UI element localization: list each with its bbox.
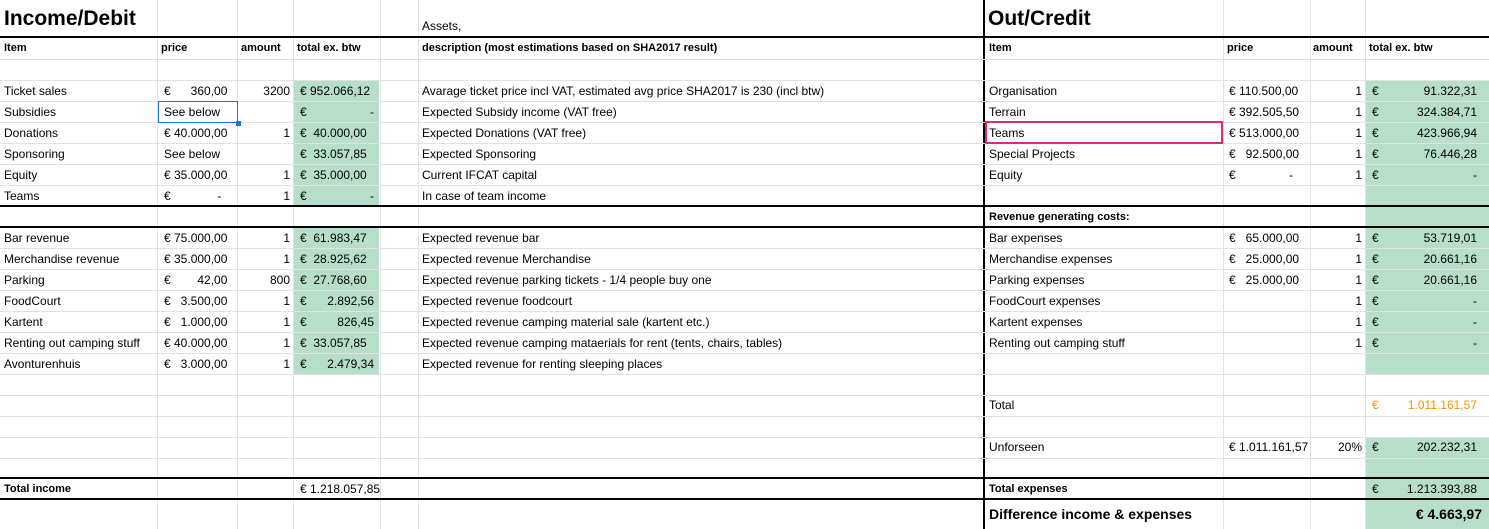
expense-header-amount[interactable]: amount [1313, 42, 1353, 54]
income-description[interactable]: Avarage ticket price incl VAT, estimated avg price SHA2017 is 230 (incl btw) [422, 84, 825, 98]
income-amount[interactable]: 1 [283, 126, 290, 140]
unforseen-percent[interactable]: 20% [1337, 440, 1362, 454]
income-total-value[interactable] [312, 81, 374, 101]
expense-item[interactable]: Equity [989, 168, 1023, 182]
income-price[interactable]: € 42,00 [164, 273, 228, 287]
expense-total-value[interactable]: 1.011.161,57 [1407, 398, 1477, 412]
expense-value[interactable]: - [1473, 336, 1477, 350]
selected-cell-subsidies-price[interactable] [158, 101, 238, 123]
income-header-amount[interactable]: amount [241, 42, 281, 54]
income-total-label[interactable]: Total income [4, 483, 72, 495]
income-description[interactable]: Expected revenue Merchandise [422, 252, 591, 266]
difference-value[interactable]: € 4.663,97 [1415, 506, 1482, 522]
expense-item[interactable]: Teams [989, 126, 1025, 140]
income-item[interactable]: Renting out camping stuff [4, 336, 140, 350]
income-header-item[interactable]: Item [4, 42, 27, 54]
expense-price[interactable]: € 392.505,50 [1229, 105, 1300, 119]
income-item[interactable]: Kartent [4, 315, 43, 329]
income-total-value[interactable] [312, 228, 374, 248]
expense-value[interactable]: 20.661,16 [1423, 252, 1477, 266]
unforseen-value[interactable]: 202.232,31 [1416, 440, 1477, 454]
expense-item[interactable]: Kartent expenses [989, 315, 1083, 329]
expense-value[interactable]: 91.322,31 [1423, 84, 1477, 98]
income-description[interactable]: Expected Subsidy income (VAT free) [422, 105, 617, 119]
income-item[interactable]: Bar revenue [4, 231, 70, 245]
expense-currency[interactable]: € [1372, 294, 1379, 308]
expense-value[interactable]: 423.966,94 [1416, 126, 1477, 140]
income-total-currency[interactable]: € [300, 189, 307, 203]
income-total-value[interactable]: 2.892,56 [327, 294, 374, 308]
expense-total-currency[interactable]: € [1372, 398, 1379, 412]
expense-value[interactable]: - [1473, 294, 1477, 308]
income-total-currency[interactable]: € [300, 294, 307, 308]
income-total-currency[interactable]: € 61.983,47 [300, 231, 367, 245]
unforseen-currency[interactable]: € [1372, 440, 1379, 454]
income-total-value[interactable]: - [370, 189, 374, 203]
income-price[interactable]: € 40.000,00 [164, 336, 228, 350]
income-amount[interactable]: 1 [283, 294, 290, 308]
income-item[interactable]: Ticket sales [4, 84, 67, 98]
income-price[interactable]: € 3.000,00 [164, 357, 228, 371]
expense-item[interactable]: Special Projects [989, 147, 1076, 161]
expenses-title[interactable]: Out/Credit [988, 7, 1091, 30]
income-description[interactable]: Expected revenue for renting sleeping places [422, 357, 663, 371]
income-total-value[interactable] [312, 165, 374, 185]
expense-header-price[interactable]: price [1227, 42, 1254, 54]
expense-currency[interactable]: € [1372, 168, 1379, 182]
income-total-currency[interactable]: € [300, 357, 307, 371]
expense-price[interactable]: € 513.000,00 [1229, 126, 1300, 140]
income-amount[interactable] [238, 144, 290, 164]
income-item[interactable]: Parking [4, 273, 45, 287]
income-description[interactable]: Expected revenue foodcourt [422, 294, 573, 308]
income-price[interactable]: See below [164, 105, 221, 119]
assets-label[interactable]: Assets, [422, 19, 462, 33]
expense-currency[interactable]: € [1372, 147, 1379, 161]
expense-item[interactable]: Terrain [989, 105, 1026, 119]
income-total-value[interactable] [312, 270, 374, 290]
income-price[interactable]: € 360,00 [164, 84, 228, 98]
income-price[interactable]: € 35.000,00 [164, 168, 228, 182]
expense-currency[interactable]: € [1372, 336, 1379, 350]
expense-total-label[interactable]: Total [989, 398, 1015, 412]
income-amount[interactable]: 1 [283, 189, 290, 203]
income-total-currency[interactable]: € 27.768,60 [300, 273, 367, 287]
income-total-currency[interactable]: € 28.925,62 [300, 252, 367, 266]
expense-price[interactable]: € 65.000,00 [1229, 231, 1300, 245]
income-header-price[interactable]: price [161, 42, 188, 54]
income-header-description[interactable]: description (most estimations based on SHA2017 result) [422, 42, 718, 54]
expense-header-item[interactable]: Item [989, 42, 1012, 54]
income-item[interactable]: Merchandise revenue [4, 252, 120, 266]
income-description[interactable]: In case of team income [422, 189, 547, 203]
income-price[interactable]: € 75.000,00 [164, 231, 228, 245]
income-total-value[interactable] [312, 333, 374, 353]
income-total-value[interactable]: € 1.218.057,85 [300, 482, 380, 496]
income-total-currency[interactable]: € 952.066,12 [300, 84, 371, 98]
income-total-value[interactable]: - [370, 105, 374, 119]
expense-item[interactable]: Merchandise expenses [989, 252, 1113, 266]
income-total-currency[interactable]: € 35.000,00 [300, 168, 367, 182]
expense-header-total[interactable]: total ex. btw [1369, 42, 1433, 54]
income-item[interactable]: Donations [4, 126, 59, 140]
income-header-total[interactable]: total ex. btw [297, 42, 361, 54]
total-expenses-label[interactable]: Total expenses [989, 483, 1068, 495]
income-total-currency[interactable]: € [300, 315, 307, 329]
income-item[interactable]: Avonturenhuis [4, 357, 81, 371]
unforseen-price[interactable]: € 1.011.161,57 [1229, 440, 1309, 454]
income-total-currency[interactable]: € [300, 105, 307, 119]
expense-price[interactable]: € 25.000,00 [1229, 252, 1300, 266]
income-amount[interactable]: 1 [283, 357, 290, 371]
expense-value[interactable]: - [1473, 168, 1477, 182]
expense-amount[interactable]: 1 [1355, 168, 1362, 182]
expense-amount[interactable]: 1 [1355, 336, 1362, 350]
expense-amount[interactable]: 1 [1355, 231, 1362, 245]
expense-price[interactable]: € - [1229, 168, 1294, 182]
expense-currency[interactable]: € [1372, 315, 1379, 329]
expense-price[interactable]: € 25.000,00 [1229, 273, 1300, 287]
income-total-currency[interactable]: € 40.000,00 [300, 126, 367, 140]
income-price[interactable]: € 1.000,00 [164, 315, 228, 329]
income-total-value[interactable] [312, 123, 374, 143]
income-item[interactable]: Equity [4, 168, 38, 182]
expense-currency[interactable]: € [1372, 231, 1379, 245]
expense-item[interactable]: FoodCourt expenses [989, 294, 1101, 308]
income-total-currency[interactable]: € 33.057,85 [300, 147, 367, 161]
expense-currency[interactable]: € [1372, 273, 1379, 287]
total-expenses-value[interactable]: 1.213.393,88 [1406, 482, 1477, 496]
expense-value[interactable]: - [1473, 315, 1477, 329]
expense-item[interactable]: Organisation [989, 84, 1058, 98]
income-amount[interactable]: 3200 [263, 84, 290, 98]
income-description[interactable]: Current IFCAT capital [422, 168, 537, 182]
income-total-value[interactable]: 826,45 [337, 315, 374, 329]
expense-currency[interactable]: € [1372, 84, 1379, 98]
income-total-value[interactable]: 2.479,34 [327, 357, 374, 371]
expense-amount[interactable]: 1 [1355, 294, 1362, 308]
expense-price[interactable]: € 92.500,00 [1229, 147, 1300, 161]
expense-item[interactable]: Renting out camping stuff [989, 336, 1125, 350]
income-amount[interactable]: 1 [283, 336, 290, 350]
income-description[interactable]: Expected revenue camping mataerials for rent (tents, chairs, tables) [422, 336, 783, 350]
income-total-currency[interactable]: € 33.057,85 [300, 336, 367, 350]
income-description[interactable]: Expected revenue parking tickets - 1/4 people buy one [422, 273, 712, 287]
income-description[interactable]: Expected revenue camping material sale (kartent etc.) [422, 315, 710, 329]
income-price[interactable]: € 40.000,00 [164, 126, 228, 140]
expense-amount[interactable]: 1 [1355, 252, 1362, 266]
expense-amount[interactable]: 1 [1355, 84, 1362, 98]
unforseen-label[interactable]: Unforseen [989, 440, 1045, 454]
expense-amount[interactable]: 1 [1355, 147, 1362, 161]
difference-label[interactable]: Difference income & expenses [989, 506, 1193, 522]
income-amount[interactable]: 1 [283, 252, 290, 266]
income-price[interactable]: See below [164, 147, 221, 161]
income-amount[interactable]: 1 [283, 315, 290, 329]
expense-price[interactable] [1229, 333, 1309, 353]
income-amount[interactable]: 1 [283, 168, 290, 182]
income-price[interactable]: € 35.000,00 [164, 252, 228, 266]
expense-value[interactable]: 53.719,01 [1423, 231, 1477, 245]
expense-amount[interactable]: 1 [1355, 105, 1362, 119]
income-item[interactable]: Teams [4, 189, 40, 203]
total-expenses-currency[interactable]: € [1372, 482, 1379, 496]
income-total-value[interactable] [312, 249, 374, 269]
expense-currency[interactable]: € [1372, 126, 1379, 140]
highlighted-cell-teams[interactable] [985, 121, 1223, 144]
income-item[interactable]: Sponsoring [4, 147, 65, 161]
expense-value[interactable]: 20.661,16 [1423, 273, 1477, 287]
expense-item[interactable]: Bar expenses [989, 231, 1063, 245]
income-amount[interactable] [238, 102, 290, 122]
expense-amount[interactable]: 1 [1355, 315, 1362, 329]
expense-amount[interactable]: 1 [1355, 126, 1362, 140]
income-total-value[interactable] [312, 144, 374, 164]
income-description[interactable]: Expected Sponsoring [422, 147, 537, 161]
income-description[interactable]: Expected Donations (VAT free) [422, 126, 587, 140]
expense-currency[interactable]: € [1372, 252, 1379, 266]
expense-currency[interactable]: € [1372, 105, 1379, 119]
income-title[interactable]: Income/Debit [4, 7, 136, 30]
income-amount[interactable]: 1 [283, 231, 290, 245]
expense-amount[interactable]: 1 [1355, 273, 1362, 287]
income-description[interactable]: Expected revenue bar [422, 231, 540, 245]
revenue-costs-label[interactable]: Revenue generating costs: [989, 211, 1130, 223]
expense-price[interactable] [1229, 312, 1309, 332]
expense-price[interactable] [1229, 291, 1309, 311]
expense-price[interactable]: € 110.500,00 [1229, 84, 1299, 98]
expense-value[interactable]: 324.384,71 [1416, 105, 1477, 119]
income-item[interactable]: Subsidies [4, 105, 57, 119]
income-price[interactable]: € - [164, 189, 222, 203]
income-item[interactable]: FoodCourt [4, 294, 61, 308]
income-price[interactable]: € 3.500,00 [164, 294, 228, 308]
expense-item[interactable]: Parking expenses [989, 273, 1085, 287]
expense-value[interactable]: 76.446,28 [1423, 147, 1477, 161]
income-amount[interactable]: 800 [269, 273, 290, 287]
